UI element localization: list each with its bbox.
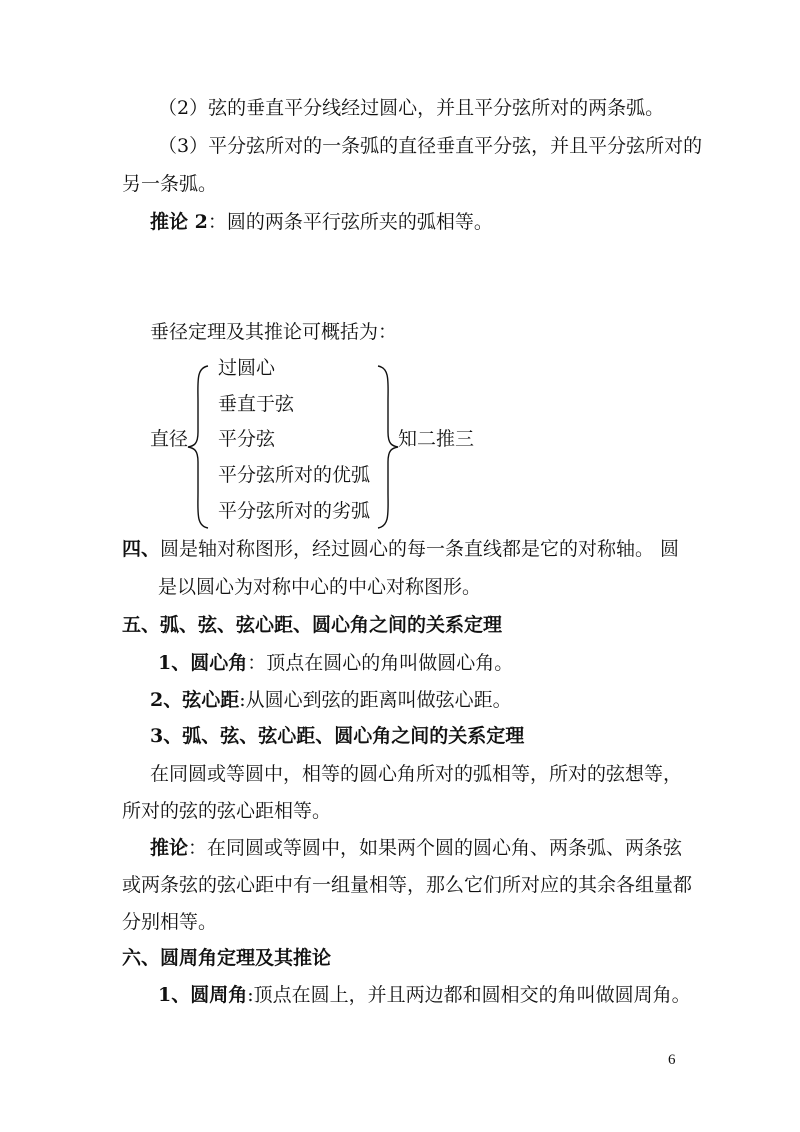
left-brace (186, 362, 216, 532)
text-line: 或两条弦的弦心距中有一组量相等，那么它们所对应的其余各组量都 (122, 874, 693, 896)
inference-text: ：圆的两条平行弦所夹的弧相等。 (207, 211, 493, 233)
inference-line (150, 834, 682, 862)
text-line: 分别相等。 (122, 911, 218, 933)
section-six-title: 六、圆周角定理及其推论 (122, 947, 332, 969)
definition-line (158, 981, 691, 1009)
definition-term: 2、弦心距 (150, 689, 240, 711)
definition-text: ：顶点在圆心的角叫做圆心角。 (247, 652, 514, 674)
text-line: 在同圆或等圆中，相等的圆心角所对的弧相等，所对的弦想等， (150, 763, 683, 785)
section-four-text: 圆是轴对称图形，经过圆心的每一条直线都是它的对称轴。 圆 (160, 538, 680, 560)
brace-item: 平分弦所对的优弧 (218, 464, 371, 486)
inference-label: 推论 2 (150, 211, 208, 233)
brace-item: 平分弦 (218, 428, 276, 450)
text-line: 另一条弧。 (122, 173, 218, 195)
text-line: 是以圆心为对称中心的中心对称图形。 (158, 576, 482, 598)
text-line: （2）弦的垂直平分线经过圆心，并且平分弦所对的两条弧。 (158, 97, 665, 119)
inference-label: 推论 (150, 837, 189, 859)
text-line: 所对的弦的弦心距相等。 (122, 800, 332, 822)
brace-item: 垂直于弦 (218, 393, 295, 415)
section-four-line (122, 535, 679, 563)
brace-right-label: 知二推三 (398, 428, 475, 450)
definition-term: 1、圆周角 (158, 984, 248, 1006)
definition-term: 1、圆心角 (158, 652, 248, 674)
definition-line (158, 649, 513, 677)
page-number: 6 (668, 1052, 676, 1068)
brace-item: 平分弦所对的劣弧 (218, 500, 371, 522)
inference-text: ：在同圆或等圆中，如果两个圆的圆心角、两条弧、两条弦 (188, 837, 683, 859)
text-line: （3）平分弦所对的一条弧的直径垂直平分弦，并且平分弦所对的 (158, 135, 703, 157)
subsection-title: 3、弧、弦、弦心距、圆心角之间的关系定理 (150, 725, 525, 747)
definition-text: :从圆心到弦的距离叫做弦心距。 (239, 689, 512, 711)
summary-intro: 垂径定理及其推论可概括为： (150, 321, 398, 343)
section-five-title: 五、弧、弦、弦心距、圆心角之间的关系定理 (122, 614, 503, 636)
brace-item: 过圆心 (218, 357, 276, 379)
section-four-number: 四、 (122, 538, 161, 560)
brace-left-label: 直径 (150, 428, 189, 450)
inference-line (150, 208, 493, 236)
definition-text: :顶点在圆上，并且两边都和圆相交的角叫做圆周角。 (247, 984, 691, 1006)
definition-line (150, 686, 512, 714)
